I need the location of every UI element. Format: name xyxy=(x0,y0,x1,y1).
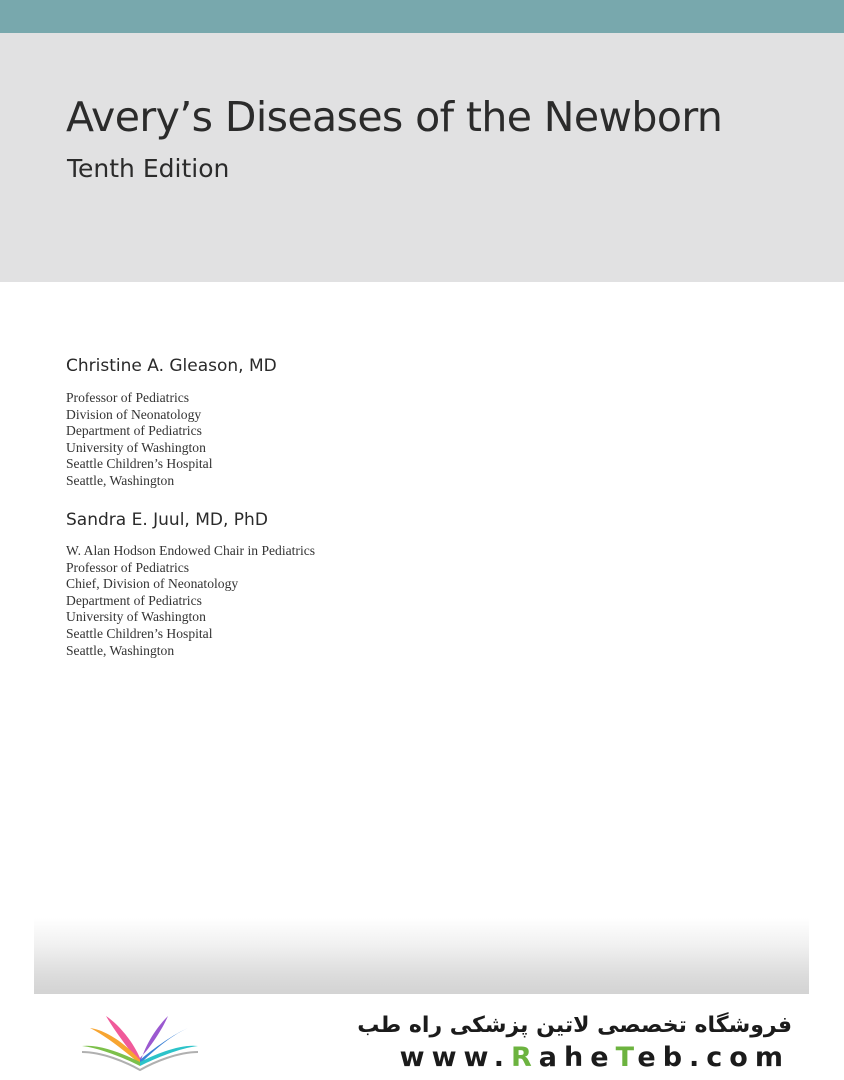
affiliation-line: Professor of Pediatrics xyxy=(66,559,190,575)
author-name-gleason: Christine A. Gleason, MD xyxy=(66,356,277,376)
page-margin-left xyxy=(0,918,34,994)
affiliations-juul xyxy=(66,543,315,659)
affiliation-line: Seattle Children’s Hospital xyxy=(66,625,213,641)
watermark-url xyxy=(400,1042,790,1073)
affiliation-line: Department of Pediatrics xyxy=(66,592,202,608)
watermark-tagline: فروشگاه تخصصی لاتین پزشکی راه طب xyxy=(357,1013,792,1038)
affiliation-line: Department of Pediatrics xyxy=(66,423,202,439)
url-prefix: www. xyxy=(399,1042,511,1073)
page-margin-right xyxy=(809,918,843,994)
affiliations-gleason xyxy=(66,390,213,490)
affiliation-line: Seattle, Washington xyxy=(66,642,175,658)
affiliation-line: Division of Neonatology xyxy=(66,406,202,422)
affiliation-line: Professor of Pediatrics xyxy=(66,390,190,405)
open-book-rainbow-icon xyxy=(78,1008,202,1076)
edition-label: Tenth Edition xyxy=(67,154,230,183)
top-accent-bar xyxy=(0,0,844,33)
affiliation-line: Seattle Children’s Hospital xyxy=(66,456,213,472)
book-title: Avery’s Diseases of the Newborn xyxy=(66,93,723,141)
affiliation-line: Chief, Division of Neonatology xyxy=(66,576,239,592)
url-suffix: eb.com xyxy=(637,1042,790,1073)
url-letter-r: R xyxy=(511,1042,539,1073)
affiliation-line: University of Washington xyxy=(66,439,206,455)
author-name-juul: Sandra E. Juul, MD, PhD xyxy=(66,510,268,530)
affiliation-line: W. Alan Hodson Endowed Chair in Pediatrics xyxy=(66,543,316,558)
page-bottom-shadow xyxy=(34,918,809,994)
url-letter-t: T xyxy=(615,1042,638,1073)
url-mid: ahe xyxy=(538,1042,616,1073)
affiliation-line: University of Washington xyxy=(66,609,206,625)
affiliation-line: Seattle, Washington xyxy=(66,472,175,488)
